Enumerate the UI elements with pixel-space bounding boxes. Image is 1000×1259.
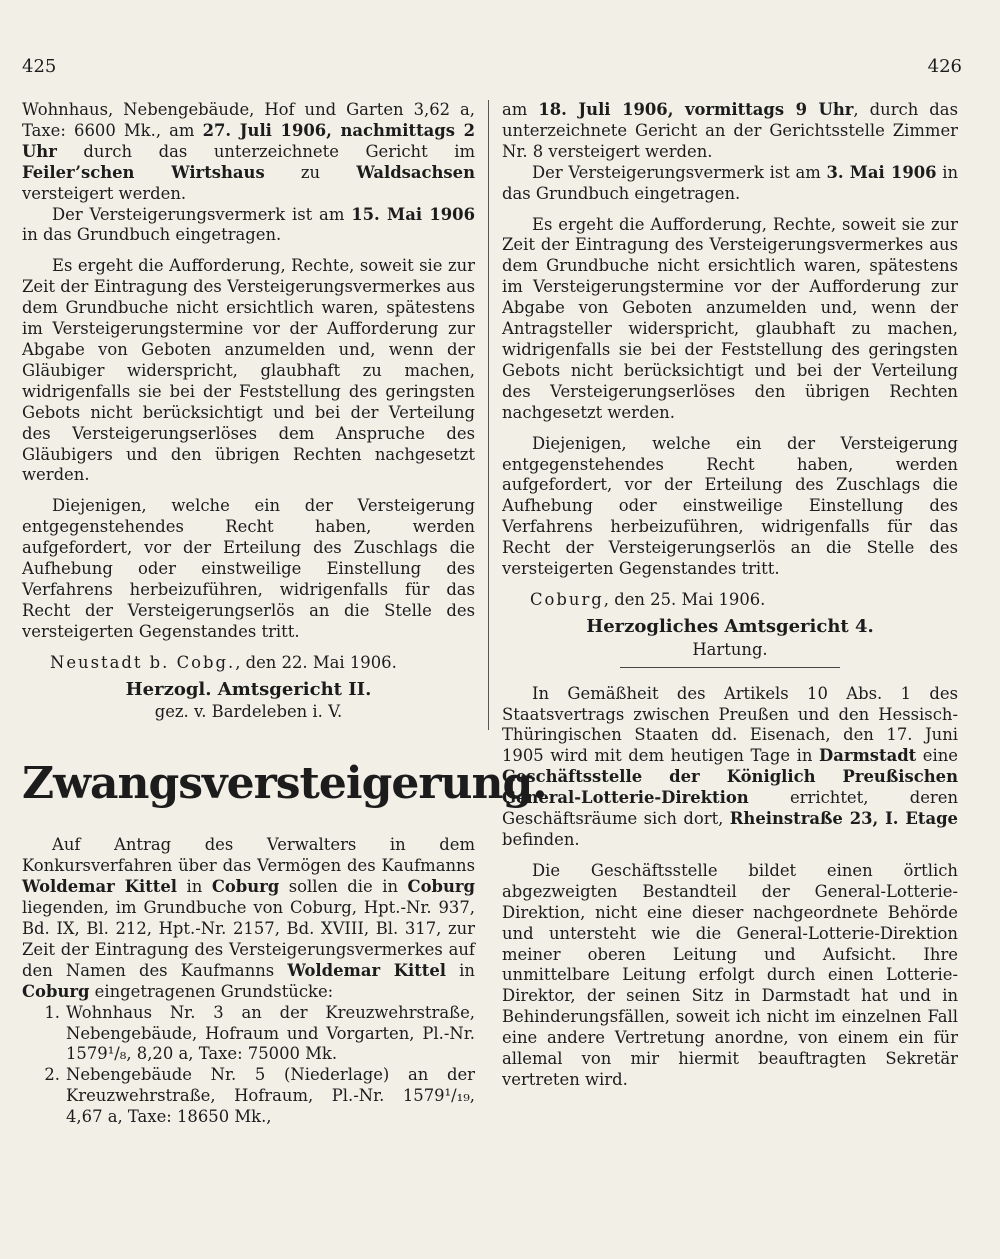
text: Auf Antrag des Verwalters in dem Konkursverfahren über das Vermögen des Kaufmanns xyxy=(22,835,475,876)
left-place-date xyxy=(22,653,475,674)
text: in das Grundbuch eingetragen. xyxy=(22,225,282,245)
page-number-left: 425 xyxy=(22,56,57,77)
section-title: Zwangsversteigerung. xyxy=(22,758,547,810)
right-notice1-paragraph3: Es ergeht die Aufforderung, Rechte, soweit sie zur Zeit der Eintragung des Versteigerungsvermerkes aus dem Grundbuche nicht ersichtlich waren, spätestens im Versteigerungstermine vor der Aufforderung zur Abgabe von Geboten anzumelden und, wenn der Antragsteller widerspricht, glaubhaft zu machen, widrigenfalls sie bei der Feststellung des geringsten Gebots nicht berücksichtigt und bei der Verteilung des Versteigerungserlöses den übrigen Rechten nachgesetzt werden. xyxy=(502,214,958,422)
right-place-date xyxy=(502,590,958,611)
right-notice1-paragraph4: Diejenigen, welche ein der Versteigerung entgegenstehendes Recht haben, werden aufgefordert, vor der Erteilung des Zuschlags die Aufhebung oder einstweilige Einstellung des Verfahrens herbeizuführen, widrigenfalls für das Recht der Versteigerungserlös an die Stelle des versteigerten Gegenstandes tritt. xyxy=(502,433,958,579)
place-name: Coburg xyxy=(530,589,604,609)
text: durch das unterzeichnete Gericht im xyxy=(56,141,475,161)
registration-date: 3. Mai 1906 xyxy=(826,162,937,182)
venue: Feiler’schen Wirtshaus xyxy=(22,162,265,182)
text: In Gemäßheit des Artikels 10 Abs. 1 des Staatsvertrags zwischen Preußen und den Hessisch-Thüringischen Staaten dd. Eisenach, den 17. Juni 1905 wird mit dem heutigen Tage in xyxy=(502,683,958,766)
right-column xyxy=(502,100,958,1091)
place-name: Neustadt b. Cobg. xyxy=(50,652,236,672)
text: Der Versteigerungsvermerk ist am xyxy=(532,162,827,182)
left-notice1-paragraph3: Es ergeht die Aufforderung, Rechte, soweit sie zur Zeit der Eintragung des Versteigerungsvermerkes aus dem Grundbuche nicht ersichtlich waren, spätestens im Versteigerungstermine vor der Aufforderung zur Abgabe von Geboten anzumelden und, wenn der Gläubiger widerspricht, glaubhaft zu machen, widrigenfalls sie bei der Feststellung des geringsten Gebots nicht berücksichtigt und bei der Verteilung des Versteigerungserlöses dem Anspruche des Gläubigers und den übrigen Rechten nachgesetzt werden. xyxy=(22,256,475,485)
debtor-name: Woldemar Kittel xyxy=(287,960,447,980)
column-divider xyxy=(488,100,489,730)
place: Coburg xyxy=(22,981,90,1001)
text: , durch das unterzeichnete Gericht an der Gerichtsstelle Zimmer Nr. 8 versteigert werden. xyxy=(502,100,958,161)
place: Waldsachsen xyxy=(356,162,475,182)
text: eingetragenen Grundstücke: xyxy=(89,981,334,1001)
text: liegenden, im Grundbuche von Coburg, Hpt.-Nr. 937, Bd. IX, Bl. 212, Hpt.-Nr. 2157, Bd. XVIII, Bl. 317, zur Zeit der Eintragung des Versteigerungsvermerkes auf den Namen des Kaufmanns xyxy=(22,898,475,980)
item-number: 1. xyxy=(44,1002,60,1022)
text: in xyxy=(446,960,475,980)
left-notice1-paragraph4: Diejenigen, welche ein der Versteigerung entgegenstehendes Recht haben, werden aufgefordert, vor der Erteilung des Zuschlags die Aufhebung oder einstweilige Einstellung des Verfahrens herbeizuführen, widrigenfalls für das Recht der Versteigerungserlös an die Stelle des versteigerten Gegenstandes tritt. xyxy=(22,496,475,641)
text: Der Versteigerungsvermerk ist am xyxy=(52,204,352,224)
text: sollen die in xyxy=(279,877,408,897)
text: in xyxy=(177,877,212,897)
left-signature: gez. v. Bardeleben i. V. xyxy=(154,702,343,722)
text: eine xyxy=(916,746,958,766)
right-notice2-paragraph2: Die Geschäftsstelle bildet einen örtlich abgezweigten Bestandteil der General-Lotterie-Direktion, nicht eine dieser nachgeordnete Behörde und untersteht wie die General-Lotterie-Direktion meiner oberen Leitung und Aufsicht. Ihre unmittelbare Leitung erfolgt durch einen Lotterie-Direktor, der seinen Sitz in Darmstadt hat und in Behinderungsfällen, soweit ich nicht im einzelnen Fall eine andere Vertretung anordne, von einem ein für allemal von mir hiermit beauftragten Sekretär vertreten wird. xyxy=(502,860,958,1089)
place: Coburg xyxy=(211,877,280,897)
place: Coburg xyxy=(407,877,475,897)
left-notice2-intro xyxy=(22,835,475,1002)
separator-rule xyxy=(620,667,840,668)
text: versteigert werden. xyxy=(22,183,187,203)
item-number: 2. xyxy=(44,1065,60,1085)
item-text: Wohnhaus Nr. 3 an der Kreuzwehrstraße, Nebengebäude, Hofraum und Vorgarten, Pl.-Nr. 1579¹/₈, 8,20 a, Taxe: 75000 Mk. xyxy=(66,1002,475,1064)
right-notice2-paragraph1 xyxy=(502,684,958,851)
date: , den 25. Mai 1906. xyxy=(603,589,766,609)
auction-date: 18. Juli 1906, vormittags 9 Uhr xyxy=(538,100,854,119)
text: am xyxy=(502,100,539,119)
debtor-name: Woldemar Kittel xyxy=(22,877,177,897)
right-court-name: Herzogliches Amtsgericht 4. xyxy=(586,615,874,637)
list-item xyxy=(22,1003,475,1066)
left-court-name: Herzogl. Amtsgericht II. xyxy=(125,678,372,700)
left-notice1-paragraph2 xyxy=(22,205,475,247)
office-name: Geschäftsstelle der Königlich Preußischen General-Lotterie-Direktion xyxy=(502,767,958,808)
page-number-right: 426 xyxy=(927,56,962,77)
item-text: Nebengebäude Nr. 5 (Niederlage) an der Kreuzwehrstraße, Hofraum, Pl.-Nr. 1579¹/₁₉, 4,67 a, Taxe: 18650 Mk., xyxy=(66,1065,475,1127)
right-signature: Hartung. xyxy=(692,639,768,659)
registration-date: 15. Mai 1906 xyxy=(351,204,475,224)
text: befinden. xyxy=(502,830,580,849)
right-notice1-paragraph2 xyxy=(502,163,958,205)
list-item xyxy=(22,1065,475,1128)
left-notice1-paragraph1 xyxy=(22,100,475,205)
text: errichtet, deren Geschäftsräume sich dort, xyxy=(502,788,958,829)
text: zu xyxy=(264,162,357,182)
auction-date: 27. Juli 1906, nachmittags 2 Uhr xyxy=(22,120,475,161)
property-list xyxy=(22,1003,475,1128)
text: in das Grundbuch eingetragen. xyxy=(502,162,958,203)
address: Rheinstraße 23, I. Etage xyxy=(729,809,958,829)
right-notice1-paragraph1 xyxy=(502,100,958,163)
date: , den 22. Mai 1906. xyxy=(235,652,397,672)
text: Wohnhaus, Nebengebäude, Hof und Garten 3,62 a, Taxe: 6600 Mk., am xyxy=(22,100,475,140)
city: Darmstadt xyxy=(818,746,917,766)
